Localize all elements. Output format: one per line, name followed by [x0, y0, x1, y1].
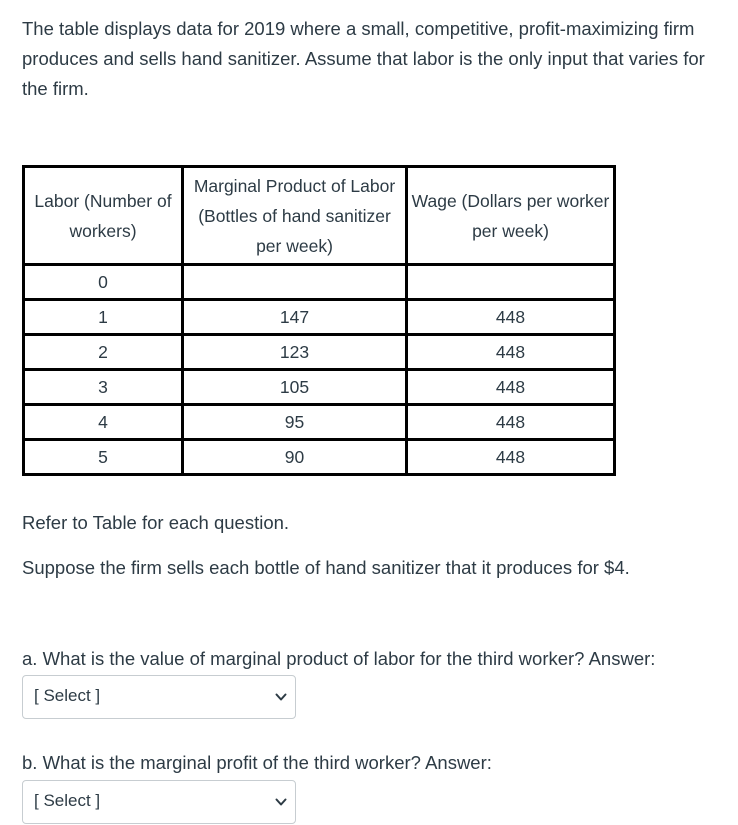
- question-b-select-value: [ Select ]: [34, 791, 101, 810]
- cell-wage: 448: [407, 335, 615, 370]
- cell-marginal-product: 90: [183, 440, 407, 475]
- header-marginal-product: Marginal Product of Labor (Bottles of hand sanitizer per week): [183, 167, 407, 265]
- price-text: Suppose the firm sells each bottle of hand sanitizer that it produces for $4.: [22, 557, 630, 578]
- cell-wage: 448: [407, 405, 615, 440]
- cell-marginal-product: 123: [183, 335, 407, 370]
- cell-labor: 3: [24, 370, 183, 405]
- cell-wage: 448: [407, 300, 615, 335]
- table-row: [24, 370, 615, 405]
- refer-text: Refer to Table for each question.: [22, 512, 290, 533]
- cell-labor: 2: [24, 335, 183, 370]
- data-table: [22, 165, 616, 476]
- chevron-down-icon: [275, 797, 287, 807]
- intro-text: The table displays data for 2019 where a small, competitive, profit-maximizing firm produces and sells hand sanitizer. Assume that labor is the only input that varies for the firm.: [22, 18, 705, 99]
- cell-marginal-product: 147: [183, 300, 407, 335]
- cell-marginal-product: 105: [183, 370, 407, 405]
- header-labor: Labor (Number of workers): [24, 167, 183, 265]
- cell-marginal-product: 95: [183, 405, 407, 440]
- table-row: [24, 440, 615, 475]
- question-b-select[interactable]: [22, 780, 296, 824]
- question-b-text: b. What is the marginal profit of the third worker? Answer:: [22, 752, 492, 773]
- chevron-down-icon: [275, 692, 287, 702]
- cell-wage: [407, 265, 615, 300]
- table-row: [24, 335, 615, 370]
- table-header-row: [24, 167, 615, 265]
- cell-labor: 4: [24, 405, 183, 440]
- cell-labor: 0: [24, 265, 183, 300]
- cell-wage: 448: [407, 440, 615, 475]
- question-a-text: a. What is the value of marginal product of labor for the third worker? Answer:: [22, 648, 656, 669]
- cell-labor: 5: [24, 440, 183, 475]
- cell-labor: 1: [24, 300, 183, 335]
- cell-marginal-product: [183, 265, 407, 300]
- table-row: [24, 300, 615, 335]
- header-wage: Wage (Dollars per worker per week): [407, 167, 615, 265]
- question-a-select[interactable]: [22, 675, 296, 719]
- table-row: [24, 405, 615, 440]
- question-a-select-value: [ Select ]: [34, 686, 101, 705]
- table-row: [24, 265, 615, 300]
- cell-wage: 448: [407, 370, 615, 405]
